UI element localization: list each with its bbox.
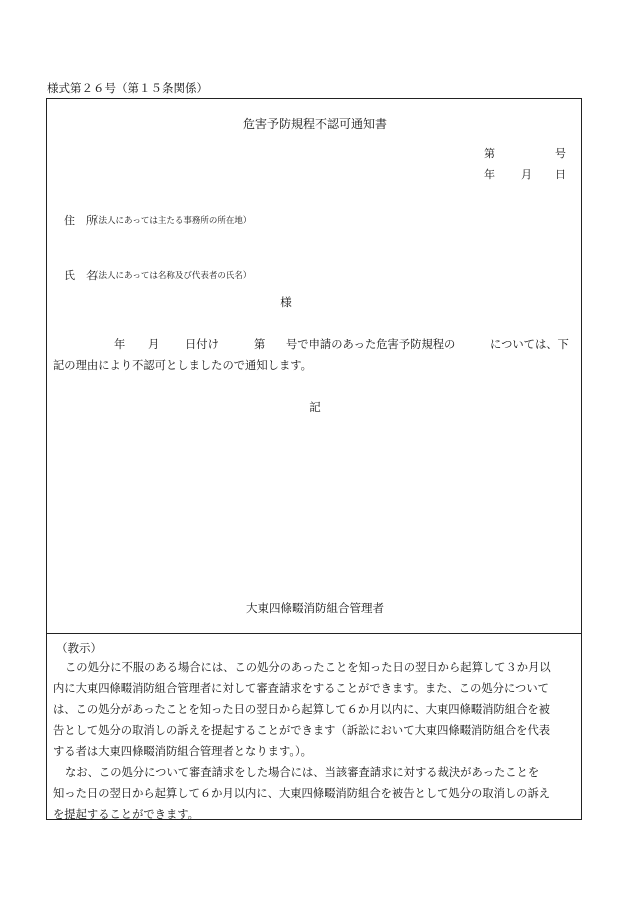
number-go: 号 [555, 147, 566, 160]
date-day: 日 [555, 168, 566, 181]
instruction-box [46, 634, 582, 820]
body-dated: 日付け [185, 338, 219, 351]
body-line-2: 記の理由により不認可としましたので通知します。 [53, 359, 312, 372]
date-year: 年 [484, 168, 495, 181]
instruction-line: なお、この処分について審査請求をした場合には、当該審査請求に対する裁決があったことを [65, 766, 540, 779]
name-label: 氏 名 [64, 269, 97, 282]
notice-box [46, 98, 582, 634]
instruction-line: 内に大東四條畷消防組合管理者に対して審査請求をすることができます。また、この処分について [53, 682, 549, 695]
instruction-line: は、この処分があったことを知った日の翌日から起算して６か月以内に、大東四條畷消防組合を被 [53, 703, 550, 716]
instruction-line: を提起することができます。 [53, 808, 199, 821]
body-dai: 第 [254, 338, 266, 351]
instruction-line: する者は大東四條畷消防組合管理者となります。）。 [53, 745, 312, 758]
body-go-text: 号で申請のあった危害予防規程の [286, 338, 456, 351]
instruction-line: 知った日の翌日から起算して６か月以内に、大東四條畷消防組合を被告として処分の取消しの訴え [53, 787, 551, 800]
date-month: 月 [521, 168, 532, 181]
ki-heading: 記 [309, 400, 321, 414]
instruction-line: この処分に不服のある場合には、この処分のあったことを知った日の翌日から起算して３か月以 [65, 661, 551, 674]
body-about: については、下 [490, 338, 569, 351]
form-number: 様式第２６号（第１５条関係） [47, 81, 208, 95]
issuer: 大東四條畷消防組合管理者 [246, 601, 384, 615]
address-label: 住 所 [64, 214, 97, 227]
body-year: 年 [114, 338, 126, 351]
address-note: （法人にあっては主たる事務所の所在地） [90, 216, 252, 226]
number-dai: 第 [484, 147, 495, 160]
honorific: 様 [280, 295, 292, 309]
body-month: 月 [148, 338, 160, 351]
name-note: （法人にあっては名称及び代表者の氏名） [90, 271, 252, 281]
document-title: 危害予防規程不認可通知書 [242, 117, 387, 131]
instruction-line: 告として処分の取消しの訴えを提起することができます（訴訟において大東四條畷消防組合を代表 [53, 724, 551, 737]
instruction-heading: （教示） [56, 641, 102, 655]
